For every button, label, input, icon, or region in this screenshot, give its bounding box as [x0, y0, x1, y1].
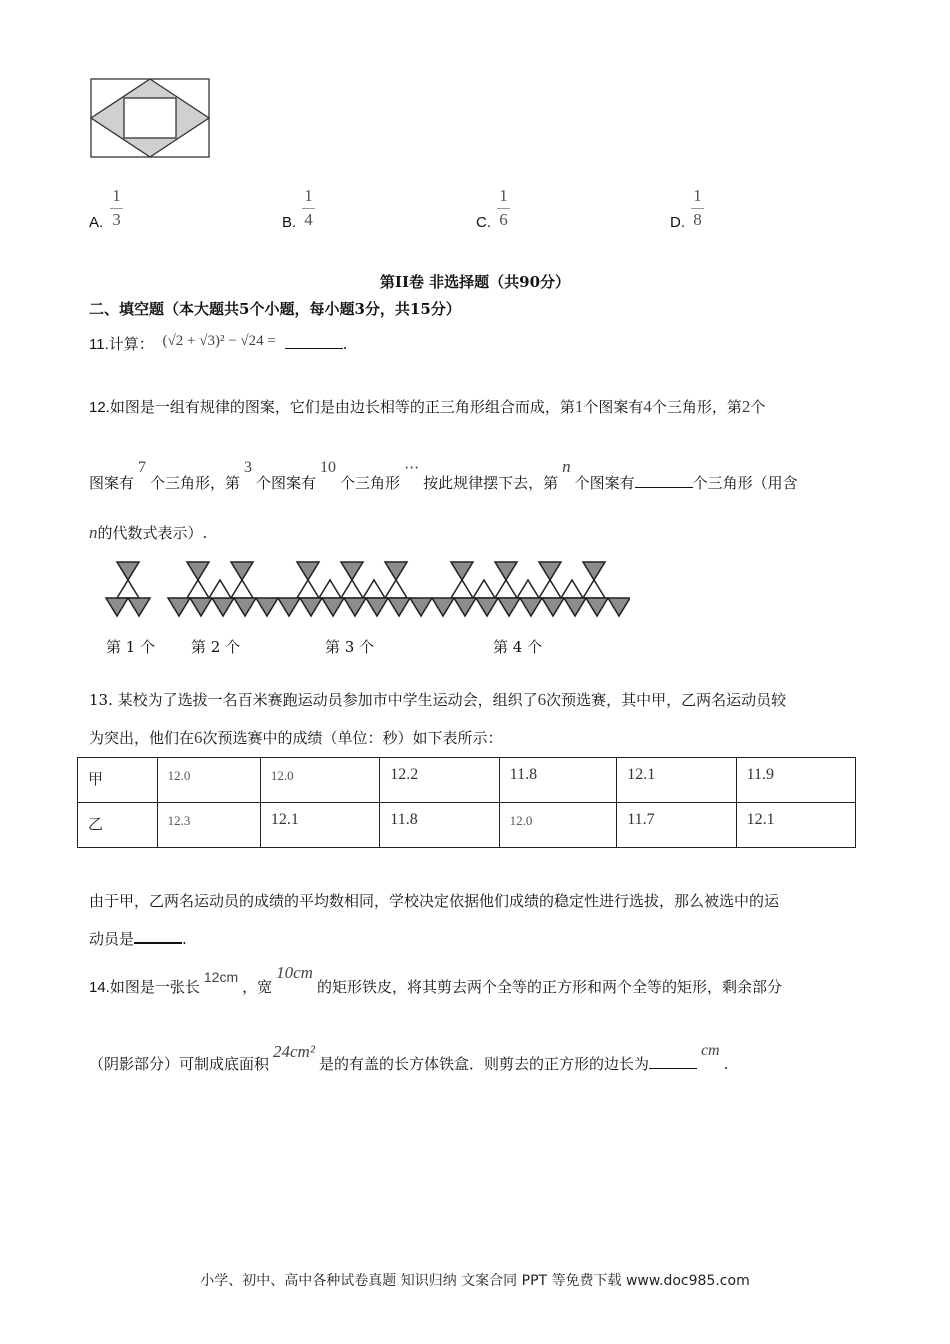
table-cell: 乙: [78, 803, 158, 848]
q12-v3: 3: [244, 459, 253, 476]
q12-l2c: 个图案有: [256, 474, 317, 492]
table-cell: 12.1: [736, 803, 855, 848]
q12-v7: 7: [138, 459, 147, 476]
question-14-line2: [89, 1042, 729, 1074]
q12-v4: 4: [643, 397, 652, 416]
question-12-line3: [89, 522, 207, 543]
q13-after2end: .: [182, 930, 187, 948]
q13-line2a: 为突出，他们在: [89, 729, 195, 747]
q14-end: .: [723, 1055, 729, 1073]
q13-six1: 6: [537, 690, 547, 709]
table-cell: 甲: [78, 758, 158, 803]
option-a-label: A.: [89, 214, 104, 231]
question-14-line1: [89, 963, 782, 997]
question-13-after2: [89, 928, 187, 949]
q12-l2g: 个三角形（用含: [692, 474, 798, 492]
q13-after2: 动员是: [89, 930, 135, 948]
q14-unit: cm: [700, 1042, 720, 1059]
q12-v1: 1: [574, 397, 584, 416]
q12-l2f: 个图案有: [574, 474, 635, 492]
option-c-num: 1: [499, 186, 508, 205]
table-cell: 11.7: [617, 803, 736, 848]
q13-line2b: 次预选赛中的成绩（单位：秒）如下表所示：: [202, 729, 503, 747]
q11-number: 11.: [89, 336, 109, 353]
option-d-label: D.: [670, 214, 685, 231]
table-cell: 11.9: [736, 758, 855, 803]
question-12-line2: [89, 457, 798, 493]
q12-text-2: 个图案有: [583, 398, 644, 416]
q14-d: （阴影部分）可制成底面积: [89, 1055, 270, 1073]
q12-text-1: 如图是一组有规律的图案，它们是由边长相等的正三角形组合而成，第: [109, 398, 575, 416]
table-cell: 12.1: [617, 758, 736, 803]
q14-area: 24cm²: [273, 1042, 315, 1061]
table-cell: 12.0: [260, 758, 379, 803]
table-cell: 12.1: [260, 803, 379, 848]
option-a-num: 1: [112, 186, 121, 205]
table-cell: 12.3: [157, 803, 260, 848]
table-row: [78, 803, 856, 848]
q14-number: 14.: [89, 979, 110, 996]
table-row: [78, 758, 856, 803]
scores-table: [77, 757, 856, 848]
section-title: 第II卷 非选择题（共90分）: [379, 273, 571, 291]
q11-end: .: [342, 335, 348, 353]
q12-vn: n: [562, 457, 571, 476]
q14-b: ，宽: [242, 978, 273, 996]
figure-label-1: 第 1 个: [106, 638, 156, 656]
table-cell: 11.8: [380, 803, 499, 848]
q12-dots: ⋯: [404, 460, 420, 476]
q12-l2e: 按此规律摆下去，第: [423, 474, 559, 492]
question-13-line1: [89, 689, 786, 710]
q11-prefix: 计算：: [108, 335, 154, 353]
option-b-den: 4: [304, 210, 313, 229]
figure-label-2: 第 2 个: [191, 638, 241, 656]
option-a-den: 3: [112, 210, 121, 229]
footer-text: 小学、初中、高中各种试卷真题 知识归纳 文案合同 PPT 等免费下载 www.doc985.com: [200, 1273, 750, 1289]
option-c-label: C.: [476, 214, 491, 231]
q12-vn2: n: [89, 523, 98, 542]
fill-heading: 二、填空题（本大题共5个小题，每小题3分，共15分）: [89, 300, 461, 318]
q13-line1a: 13. 某校为了选拔一名百米赛跑运动员参加市中学生运动会，组织了: [89, 691, 538, 709]
q11-expression: (√2 + √3)² − √24 =: [162, 333, 276, 349]
q14-len: 12cm: [203, 969, 239, 985]
table-cell: 12.0: [499, 803, 617, 848]
q12-l2b: 个三角形，第: [150, 474, 241, 492]
q12-l3: 的代数式表示）.: [97, 524, 208, 542]
triangle-pattern-figure: [90, 558, 630, 628]
option-b-num: 1: [304, 186, 313, 205]
q12-text-4: 个: [750, 398, 766, 416]
rectangle-diamond-figure: [85, 76, 215, 160]
option-b-label: B.: [282, 214, 297, 231]
q12-v2: 2: [741, 397, 751, 416]
option-d-den: 8: [693, 210, 702, 229]
question-13-line2: [89, 727, 503, 748]
option-c-den: 6: [499, 210, 508, 229]
q13-six2: 6: [194, 728, 203, 747]
question-11: [89, 333, 347, 354]
table-cell: 11.8: [499, 758, 617, 803]
figure-label-3: 第 3 个: [325, 638, 375, 656]
option-d-num: 1: [693, 186, 702, 205]
q14-e: 是的有盖的长方体铁盒．则剪去的正方形的边长为: [318, 1055, 649, 1073]
q14-c: 的矩形铁皮，将其剪去两个全等的正方形和两个全等的矩形，剩余部分: [316, 978, 782, 996]
q12-number: 12.: [89, 399, 110, 416]
q12-l2a: 图案有: [89, 474, 135, 492]
q12-text-3: 个三角形，第: [651, 398, 742, 416]
q13-line1b: 次预选赛，其中甲，乙两名运动员较: [546, 691, 787, 709]
q12-l2d: 个三角形: [340, 474, 401, 492]
table-cell: 12.2: [380, 758, 499, 803]
q14-wid: 10cm: [276, 963, 313, 982]
q12-v10: 10: [320, 459, 337, 476]
question-13-after1: 由于甲，乙两名运动员的成绩的平均数相同，学校决定依据他们成绩的稳定性进行选拔，那么被选中的运: [89, 892, 780, 910]
table-cell: 12.0: [157, 758, 260, 803]
question-12-line1: [89, 396, 765, 417]
q14-a: 如图是一张长: [109, 978, 200, 996]
figure-label-4: 第 4 个: [493, 638, 543, 656]
